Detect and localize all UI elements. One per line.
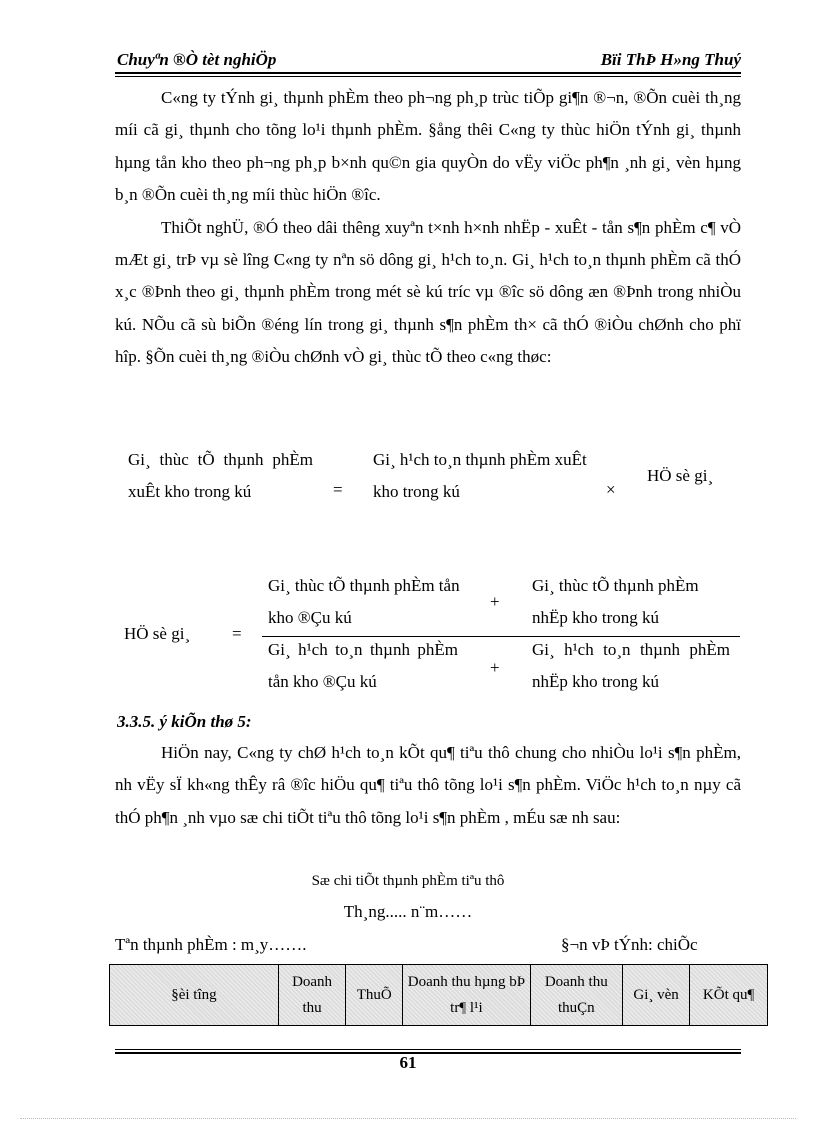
formula2-numerator-a: Gi¸ thùc tÕ thµnh phÈm tån kho ®Çu kú [268, 576, 460, 627]
paragraph: HiÖn nay, C«ng ty chØ h¹ch to¸n kÕt qu¶ tiªu thô chung cho nhiÒu lo¹i s¶n phÈm, nh vËy sÏ kh«ng thÊy râ ®îc hiÖu qu¶ tiªu thô tõng lo¹i s¶n phÈm. ViÖc h¹ch to¸n nµy cã thÓ ph¶n ¸nh vµo sæ chi tiÕt tiªu thô tõng lo¹i s¶n phÈm , mÉu sæ nh sau: [115, 743, 741, 827]
table-header-cell: KÕt qu¶ [690, 965, 768, 1026]
header-rule-thin [115, 76, 741, 77]
paragraph: ThiÕt nghÜ, ®Ó theo dâi thêng xuyªn t×nh h×nh nhËp - xuÊt - tån s¶n phÈm c¶ vÒ mÆt gi¸ trÞ vµ sè lîng C«ng ty nªn sö dông gi¸ h¹ch to¸n. Gi¸ h¹ch to¸n thµnh phÈm cã thÓ x¸c ®Þnh theo gi¸ thµnh phÈm trong mét sè kú tríc vµ ®îc sö dông æn ®Þnh trong nhiÒu kú. NÕu cã sù biÕn ®éng lín trong gi¸ thµnh s¶n phÈm th× cã thÓ ®iÒu chØnh cho phï hîp. §Õn cuèi th¸ng ®iÒu chØnh vÒ gi¸ thùc tÕ theo c«ng thøc: [115, 217, 741, 367]
formula1-times: × [606, 480, 616, 499]
body-text [115, 82, 741, 374]
table-header-cell: Doanh thu hµng bÞ tr¶ l¹i [403, 965, 530, 1026]
formula1-rhs: HÖ sè gi¸ [647, 466, 714, 485]
formula2-numerator-plus: + [490, 592, 500, 611]
ledger-unit: §¬n vÞ tÝnh: chiÕc [561, 935, 698, 954]
page-number: 61 [399, 1053, 417, 1072]
formula1-lhs: Gi¸ thùc tÕ thµnh phÈm xuÊt kho trong kú [128, 450, 313, 501]
ledger-product: Tªn thµnh phÈm : m¸y……. [115, 935, 307, 954]
formula2-numerator-b: Gi¸ thùc tÕ thµnh phÈm nhËp kho trong kú [532, 576, 699, 627]
footer-rule-thin [115, 1049, 741, 1050]
header-left: Chuyªn ®Ò tèt nghiÖp [117, 50, 277, 69]
section-heading: 3.3.5. ý kiÕn thø 5: [117, 712, 252, 731]
header-right: Bïi ThÞ H»ng Thuý [600, 50, 741, 69]
formula1-middle: Gi¸ h¹ch to¸n thµnh phÈm xuÊt kho trong kú [373, 450, 587, 501]
formula2-equals: = [232, 624, 242, 643]
ledger-title: Sæ chi tiÕt thµnh phÈm tiªu thô [311, 873, 505, 889]
formula2-lhs: HÖ sè gi¸ [124, 624, 191, 643]
table-header-cell: §èi tîng [110, 965, 279, 1026]
table-header-cell: Gi¸ vèn [622, 965, 689, 1026]
ledger-table [109, 964, 768, 1026]
formula2-denominator-a: Gi¸ h¹ch to¸n thµnh phÈm tån kho ®Çu kú [268, 640, 458, 691]
table-header-cell: ThuÕ [346, 965, 403, 1026]
ledger-month: Th¸ng..... n¨m…… [343, 902, 473, 921]
formula2-denominator-plus: + [490, 658, 500, 677]
body-text-2 [115, 737, 741, 834]
formula2-denominator-b: Gi¸ h¹ch to¸n thµnh phÈm nhËp kho trong kú [532, 640, 730, 691]
header-rule [115, 72, 741, 74]
paragraph: C«ng ty tÝnh gi¸ thµnh phÈm theo ph¬ng ph¸p trùc tiÕp gi¶n ®¬n, ®Õn cuèi th¸ng míi cã gi¸ thµnh cho tõng lo¹i thµnh phÈm. §ång thêi C«ng ty thùc hiÖn tÝnh gi¸ thµnh hµng tån kho theo ph¬ng ph¸p b×nh qu©n gia quyÒn do vËy viÖc ph¶n ¸nh gi¸ vèn hµng b¸n ®Õn cuèi th¸ng míi thùc hiÖn ®îc. [115, 88, 741, 205]
table-header-row [110, 965, 768, 1026]
table-header-cell: Doanh thu thuÇn [530, 965, 622, 1026]
table-header-cell: Doanh thu [278, 965, 345, 1026]
formula1-equals: = [333, 480, 343, 499]
page-edge-dotted-line [20, 1118, 796, 1119]
